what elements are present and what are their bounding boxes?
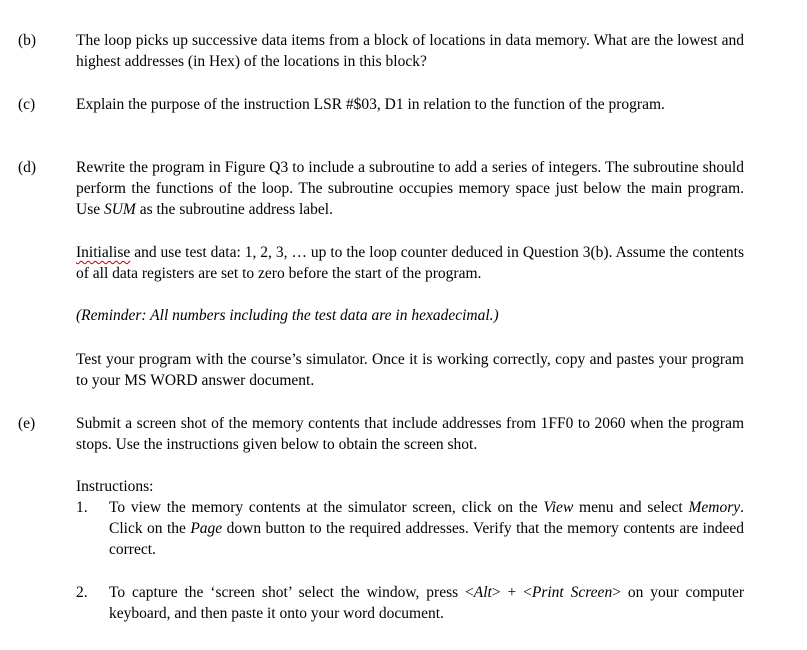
instruction-2-text-c: > on your computer keyboard, and then paste it onto your word document. — [109, 584, 745, 622]
question-d-p2-text: and use test data: 1, 2, 3, … up to the loop counter deduced in Question 3(b). Assume the contents of all data registers are set to zero before the start of the program. — [76, 244, 744, 282]
instruction-1-text — [109, 497, 744, 560]
question-d-paragraph-4: Test your program with the course’s simulator. Once it is working correctly, copy and pastes your program to your MS WORD answer document. — [76, 351, 744, 389]
question-e-text: Submit a screen shot of the memory contents that include addresses from 1FF0 to 2060 when the program stops. Use the instructions given below to obtain the screen shot. — [76, 415, 744, 453]
question-e-label: (e) — [18, 415, 36, 432]
alt-key-text: Alt — [473, 584, 492, 601]
instruction-item-1 — [76, 497, 744, 560]
instruction-item-2 — [76, 582, 744, 624]
view-menu-text: View — [543, 499, 574, 516]
question-d-p1-text-b: as the subroutine address label. — [135, 201, 333, 218]
instruction-1-text-c: . Click on the — [109, 499, 744, 537]
question-c-label: (c) — [18, 96, 36, 113]
question-d-reminder: (Reminder: All numbers including the test data are in hexadecimal.) — [76, 307, 499, 324]
page-button-text: Page — [190, 520, 223, 537]
question-d-paragraph-1 — [76, 157, 744, 220]
question-c-text: Explain the purpose of the instruction LSR #$03, D1 in relation to the function of the program. — [76, 96, 665, 113]
instructions-heading: Instructions: — [76, 478, 154, 495]
sum-label-text: SUM — [103, 201, 136, 218]
question-d-p1-text-a: Rewrite the program in Figure Q3 to include a subroutine to add a series of integers. The subroutine should perform the functions of the loop. The subroutine occupies memory space just below the main program. Use — [76, 159, 744, 218]
question-b-label: (b) — [18, 32, 37, 49]
question-d-label: (d) — [18, 159, 37, 176]
instruction-2-text-b: > + < — [491, 584, 532, 601]
instruction-1-number: 1. — [76, 499, 88, 516]
instruction-2-number: 2. — [76, 584, 88, 601]
memory-menu-text: Memory — [688, 499, 741, 516]
question-b-text: The loop picks up successive data items from a block of locations in data memory. What are the lowest and highest addresses (in Hex) of the locations in this block? — [76, 32, 744, 70]
print-screen-key-text: Print Screen — [531, 584, 613, 601]
instruction-1-text-a: To view the memory contents at the simulator screen, click on the — [109, 499, 544, 516]
instruction-2-text-a: To capture the ‘screen shot’ select the window, press < — [109, 584, 474, 601]
instruction-1-text-b: menu and select — [573, 499, 689, 516]
instruction-2-text — [109, 582, 744, 624]
question-d-paragraph-2 — [76, 242, 744, 284]
instruction-1-text-d: down button to the required addresses. Verify that the memory contents are indeed correct. — [109, 520, 744, 558]
spellcheck-word: Initialise — [76, 244, 131, 261]
